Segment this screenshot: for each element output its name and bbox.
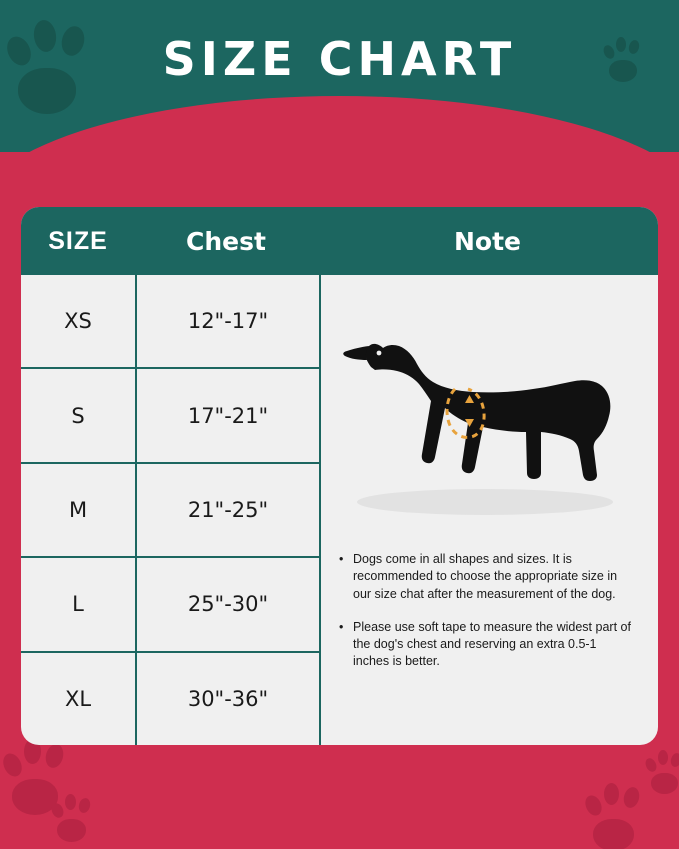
note-text: Please use soft tape to measure the widest part of the dog's chest and reserving an extra 0.5-1 inches is better. xyxy=(353,619,631,669)
note-bullet: • xyxy=(339,619,344,634)
column-header-note: Note xyxy=(453,226,521,256)
table-cell-size: S xyxy=(21,369,135,463)
table-cell-size: L xyxy=(21,558,135,652)
table-body xyxy=(21,275,658,745)
table-cell-chest: 25"-30" xyxy=(137,558,319,652)
note-item xyxy=(339,551,634,603)
bottom-paw-decorations xyxy=(0,745,679,849)
dog-silhouette-icon xyxy=(335,315,635,505)
table-cell-chest: 17"-21" xyxy=(137,369,319,463)
note-bullet: • xyxy=(339,552,344,566)
chest-column xyxy=(137,275,321,745)
notes-list xyxy=(321,543,658,687)
table-header-row xyxy=(21,207,658,275)
table-cell-chest: 30"-36" xyxy=(187,686,269,711)
header-banner xyxy=(0,0,679,152)
note-item xyxy=(339,619,634,671)
page-title: SIZE CHART xyxy=(162,32,517,86)
table-cell-size: XS xyxy=(21,275,135,369)
table-cell-size: M xyxy=(21,464,135,558)
paw-icon xyxy=(4,737,74,815)
paw-icon xyxy=(646,749,679,795)
paw-icon xyxy=(586,781,648,849)
table-cell-chest: 21"-25" xyxy=(137,464,319,558)
note-text: Dogs come in all shapes and sizes. It is recommended to choose the appropriate size in our size chat after the measurement of the dog. xyxy=(353,552,618,601)
table-cell-size: XL xyxy=(64,686,92,711)
column-header-chest: Chest xyxy=(186,226,266,256)
column-header-size: SIZE xyxy=(48,226,108,255)
paw-icon xyxy=(52,793,96,843)
banner-curve xyxy=(0,96,679,152)
size-table xyxy=(21,207,658,745)
table-cell-chest: 12"-17" xyxy=(137,275,319,369)
note-column xyxy=(321,275,658,745)
size-chart-card xyxy=(21,207,658,745)
dog-illustration xyxy=(321,275,658,543)
size-column xyxy=(21,275,137,745)
